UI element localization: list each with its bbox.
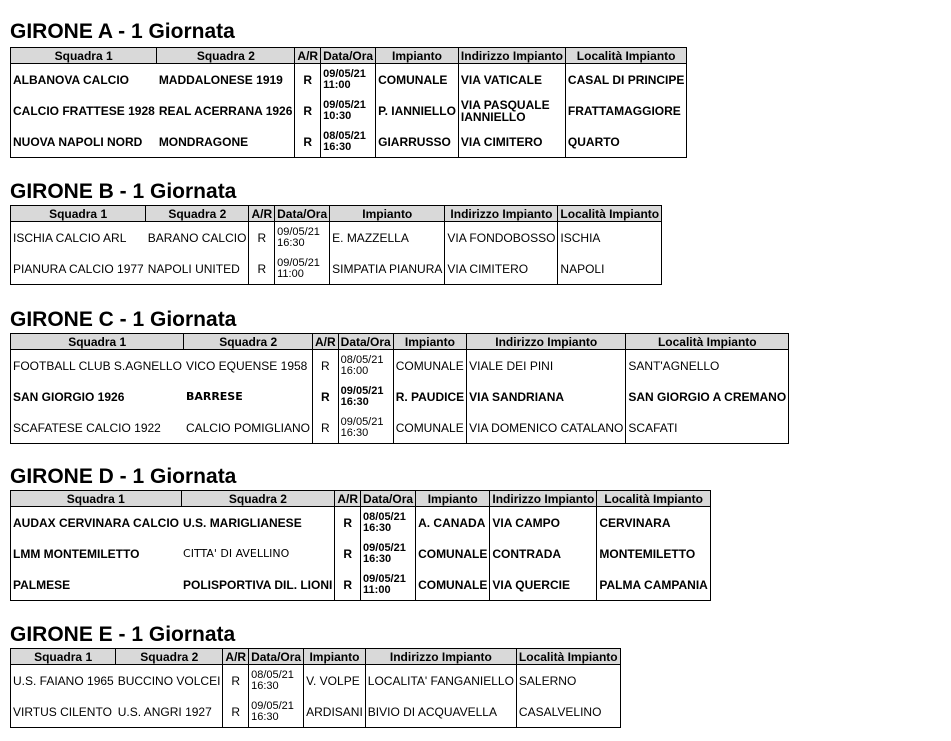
- table-header-row: [11, 206, 662, 222]
- squadra1-cell: ALBANOVA CALCIO: [11, 64, 157, 96]
- impianto-cell: R. PAUDICE: [393, 381, 466, 412]
- data-ora-cell: [361, 507, 416, 539]
- impianto-cell: ARDISANI: [304, 696, 366, 728]
- data-ora-cell: [338, 412, 393, 444]
- time-text: 11:00: [363, 583, 391, 596]
- impianto-cell: COMUNALE: [416, 569, 490, 601]
- header-indirizzo: Indirizzo Impianto: [467, 334, 626, 350]
- section-title: GIRONE E - 1 Giornata: [10, 623, 236, 646]
- squadra2-cell: BARRESE: [184, 381, 313, 412]
- header-squadra1: Squadra 1: [11, 334, 184, 350]
- ar-cell: R: [249, 253, 275, 285]
- date-text: 09/05/21: [323, 98, 366, 111]
- header-indirizzo: Indirizzo Impianto: [490, 491, 597, 507]
- squadra2-cell: POLISPORTIVA DIL. LIONI: [181, 569, 335, 601]
- indirizzo-cell: VIA PASQUALE IANNIELLO: [458, 95, 565, 126]
- header-localita: Località Impianto: [597, 491, 710, 507]
- header-data-ora: Data/Ora: [338, 334, 393, 350]
- matches-table: [10, 490, 711, 601]
- squadra1-cell: SCAFATESE CALCIO 1922: [11, 412, 184, 444]
- time-text: 10:30: [323, 109, 352, 122]
- time-text: 16:30: [340, 395, 369, 408]
- table-row: [11, 126, 687, 158]
- impianto-cell: GIARRUSSO: [376, 126, 459, 158]
- squadra1-cell: ISCHIA CALCIO ARL: [11, 222, 146, 254]
- indirizzo-cell: BIVIO DI ACQUAVELLA: [365, 696, 516, 728]
- header-impianto: Impianto: [393, 334, 466, 350]
- time-text: 16:30: [251, 679, 279, 692]
- data-ora-cell: [321, 64, 376, 96]
- header-data-ora: Data/Ora: [275, 206, 330, 222]
- squadra2-cell: U.S. MARIGLIANESE: [181, 507, 335, 539]
- time-text: 16:30: [251, 710, 279, 723]
- data-ora-cell: [361, 538, 416, 569]
- ar-cell: R: [335, 538, 361, 569]
- localita-cell: SANT'AGNELLO: [626, 350, 789, 382]
- section-title: GIRONE D - 1 Giornata: [10, 465, 237, 488]
- matches-table: [10, 333, 789, 444]
- matches-table: [10, 205, 662, 285]
- squadra2-cell: MADDALONESE 1919: [157, 64, 295, 96]
- table-header-row: [11, 48, 687, 64]
- time-text: 16:30: [363, 552, 392, 565]
- header-squadra2: Squadra 2: [116, 649, 223, 665]
- squadra2-cell: BUCCINO VOLCEI: [116, 665, 223, 697]
- localita-cell: PALMA CAMPANIA: [597, 569, 710, 601]
- squadra2-cell: BARANO CALCIO: [146, 222, 249, 254]
- impianto-cell: SIMPATIA PIANURA: [330, 253, 445, 285]
- localita-cell: ISCHIA: [558, 222, 662, 254]
- data-ora-cell: [361, 569, 416, 601]
- date-text: 08/05/21: [323, 129, 366, 142]
- header-impianto: Impianto: [416, 491, 490, 507]
- header-ar: A/R: [295, 48, 321, 64]
- localita-cell: SCAFATI: [626, 412, 789, 444]
- table-header-row: [11, 649, 621, 665]
- date-text: 09/05/21: [363, 572, 406, 585]
- data-ora-cell: [321, 95, 376, 126]
- header-ar: A/R: [335, 491, 361, 507]
- indirizzo-cell: VIA QUERCIE: [490, 569, 597, 601]
- ar-cell: R: [295, 64, 321, 96]
- squadra2-cell: U.S. ANGRI 1927: [116, 696, 223, 728]
- matches-table: [10, 648, 621, 728]
- impianto-cell: A. CANADA: [416, 507, 490, 539]
- header-data-ora: Data/Ora: [321, 48, 376, 64]
- squadra1-cell: SAN GIORGIO 1926: [11, 381, 184, 412]
- date-text: 08/05/21: [363, 510, 406, 523]
- impianto-cell: COMUNALE: [376, 64, 459, 96]
- ar-cell: R: [312, 350, 338, 382]
- data-ora-cell: [275, 253, 330, 285]
- header-indirizzo: Indirizzo Impianto: [458, 48, 565, 64]
- table-row: [11, 665, 621, 697]
- date-text: 09/05/21: [251, 699, 294, 712]
- time-text: 16:30: [363, 521, 392, 534]
- localita-cell: SALERNO: [516, 665, 620, 697]
- header-data-ora: Data/Ora: [249, 649, 304, 665]
- localita-cell: NAPOLI: [558, 253, 662, 285]
- table-row: [11, 538, 711, 569]
- table-row: [11, 412, 789, 444]
- squadra1-cell: LMM MONTEMILETTO: [11, 538, 182, 569]
- header-squadra1: Squadra 1: [11, 48, 157, 64]
- time-text: 16:30: [277, 236, 305, 249]
- header-ar: A/R: [249, 206, 275, 222]
- header-indirizzo: Indirizzo Impianto: [445, 206, 558, 222]
- date-text: 08/05/21: [251, 668, 294, 681]
- header-squadra2: Squadra 2: [184, 334, 313, 350]
- date-text: 09/05/21: [277, 225, 320, 238]
- table-header-row: [11, 334, 789, 350]
- header-localita: Località Impianto: [565, 48, 686, 64]
- squadra1-cell: PALMESE: [11, 569, 182, 601]
- data-ora-cell: [249, 696, 304, 728]
- localita-cell: MONTEMILETTO: [597, 538, 710, 569]
- date-text: 09/05/21: [277, 256, 320, 269]
- date-text: 09/05/21: [340, 384, 384, 397]
- matches-table: [10, 47, 687, 158]
- time-text: 16:30: [323, 140, 352, 153]
- squadra2-cell: MONDRAGONE: [157, 126, 295, 158]
- date-text: 09/05/21: [340, 415, 384, 428]
- data-ora-cell: [338, 350, 393, 382]
- squadra2-cell: VICO EQUENSE 1958: [184, 350, 313, 382]
- impianto-cell: E. MAZZELLA: [330, 222, 445, 254]
- header-squadra2: Squadra 2: [157, 48, 295, 64]
- impianto-cell: V. VOLPE: [304, 665, 366, 697]
- squadra2-cell: REAL ACERRANA 1926: [157, 95, 295, 126]
- ar-cell: R: [223, 665, 249, 697]
- localita-cell: FRATTAMAGGIORE: [565, 95, 686, 126]
- ar-cell: R: [223, 696, 249, 728]
- squadra1-cell: VIRTUS CILENTO: [11, 696, 116, 728]
- squadra2-cell: NAPOLI UNITED: [146, 253, 249, 285]
- header-squadra1: Squadra 1: [11, 649, 116, 665]
- header-localita: Località Impianto: [516, 649, 620, 665]
- header-impianto: Impianto: [304, 649, 366, 665]
- header-impianto: Impianto: [330, 206, 445, 222]
- indirizzo-cell: VIA CAMPO: [490, 507, 597, 539]
- squadra1-cell: CALCIO FRATTESE 1928: [11, 95, 157, 126]
- header-squadra1: Squadra 1: [11, 206, 146, 222]
- ar-cell: R: [295, 126, 321, 158]
- header-squadra2: Squadra 2: [146, 206, 249, 222]
- localita-cell: CASALVELINO: [516, 696, 620, 728]
- indirizzo-cell: CONTRADA: [490, 538, 597, 569]
- squadra1-cell: AUDAX CERVINARA CALCIO: [11, 507, 182, 539]
- time-text: 16:30: [340, 426, 369, 439]
- section-title: GIRONE B - 1 Giornata: [10, 180, 237, 203]
- indirizzo-cell: LOCALITA' FANGANIELLO: [365, 665, 516, 697]
- data-ora-cell: [275, 222, 330, 254]
- date-text: 09/05/21: [363, 541, 406, 554]
- squadra2-cell: CITTA' DI AVELLINO: [181, 538, 335, 569]
- squadra1-cell: FOOTBALL CLUB S.AGNELLO: [11, 350, 184, 382]
- indirizzo-cell: VIA SANDRIANA: [467, 381, 626, 412]
- section-title: GIRONE C - 1 Giornata: [10, 308, 237, 331]
- table-header-row: [11, 491, 711, 507]
- squadra2-cell: CALCIO POMIGLIANO: [184, 412, 313, 444]
- header-localita: Località Impianto: [558, 206, 662, 222]
- table-row: [11, 507, 711, 539]
- ar-cell: R: [312, 381, 338, 412]
- localita-cell: QUARTO: [565, 126, 686, 158]
- ar-cell: R: [249, 222, 275, 254]
- indirizzo-cell: VIALE DEI PINI: [467, 350, 626, 382]
- localita-cell: CERVINARA: [597, 507, 710, 539]
- header-indirizzo: Indirizzo Impianto: [365, 649, 516, 665]
- table-row: [11, 696, 621, 728]
- table-row: [11, 222, 662, 254]
- squadra1-cell: NUOVA NAPOLI NORD: [11, 126, 157, 158]
- header-localita: Località Impianto: [626, 334, 789, 350]
- time-text: 11:00: [323, 78, 351, 91]
- table-row: [11, 381, 789, 412]
- table-row: [11, 569, 711, 601]
- date-text: 08/05/21: [340, 353, 384, 366]
- localita-cell: CASAL DI PRINCIPE: [565, 64, 686, 96]
- squadra1-cell: U.S. FAIANO 1965: [11, 665, 116, 697]
- date-text: 09/05/21: [323, 67, 366, 80]
- indirizzo-cell: VIA VATICALE: [458, 64, 565, 96]
- header-ar: A/R: [312, 334, 338, 350]
- header-ar: A/R: [223, 649, 249, 665]
- header-squadra1: Squadra 1: [11, 491, 182, 507]
- ar-cell: R: [312, 412, 338, 444]
- table-row: [11, 253, 662, 285]
- data-ora-cell: [321, 126, 376, 158]
- impianto-cell: COMUNALE: [393, 412, 466, 444]
- header-data-ora: Data/Ora: [361, 491, 416, 507]
- indirizzo-cell: VIA DOMENICO CATALANO: [467, 412, 626, 444]
- table-row: [11, 64, 687, 96]
- localita-cell: SAN GIORGIO A CREMANO: [626, 381, 789, 412]
- data-ora-cell: [338, 381, 393, 412]
- header-squadra2: Squadra 2: [181, 491, 335, 507]
- indirizzo-cell: VIA CIMITERO: [458, 126, 565, 158]
- ar-cell: R: [335, 507, 361, 539]
- squadra1-cell: PIANURA CALCIO 1977: [11, 253, 146, 285]
- header-impianto: Impianto: [376, 48, 459, 64]
- ar-cell: R: [335, 569, 361, 601]
- data-ora-cell: [249, 665, 304, 697]
- impianto-cell: COMUNALE: [416, 538, 490, 569]
- impianto-cell: P. IANNIELLO: [376, 95, 459, 126]
- indirizzo-cell: VIA FONDOBOSSO: [445, 222, 558, 254]
- table-row: [11, 350, 789, 382]
- indirizzo-cell: VIA CIMITERO: [445, 253, 558, 285]
- ar-cell: R: [295, 95, 321, 126]
- impianto-cell: COMUNALE: [393, 350, 466, 382]
- section-title: GIRONE A - 1 Giornata: [10, 20, 235, 43]
- time-text: 16:00: [340, 364, 369, 377]
- time-text: 11:00: [277, 267, 304, 280]
- table-row: [11, 95, 687, 126]
